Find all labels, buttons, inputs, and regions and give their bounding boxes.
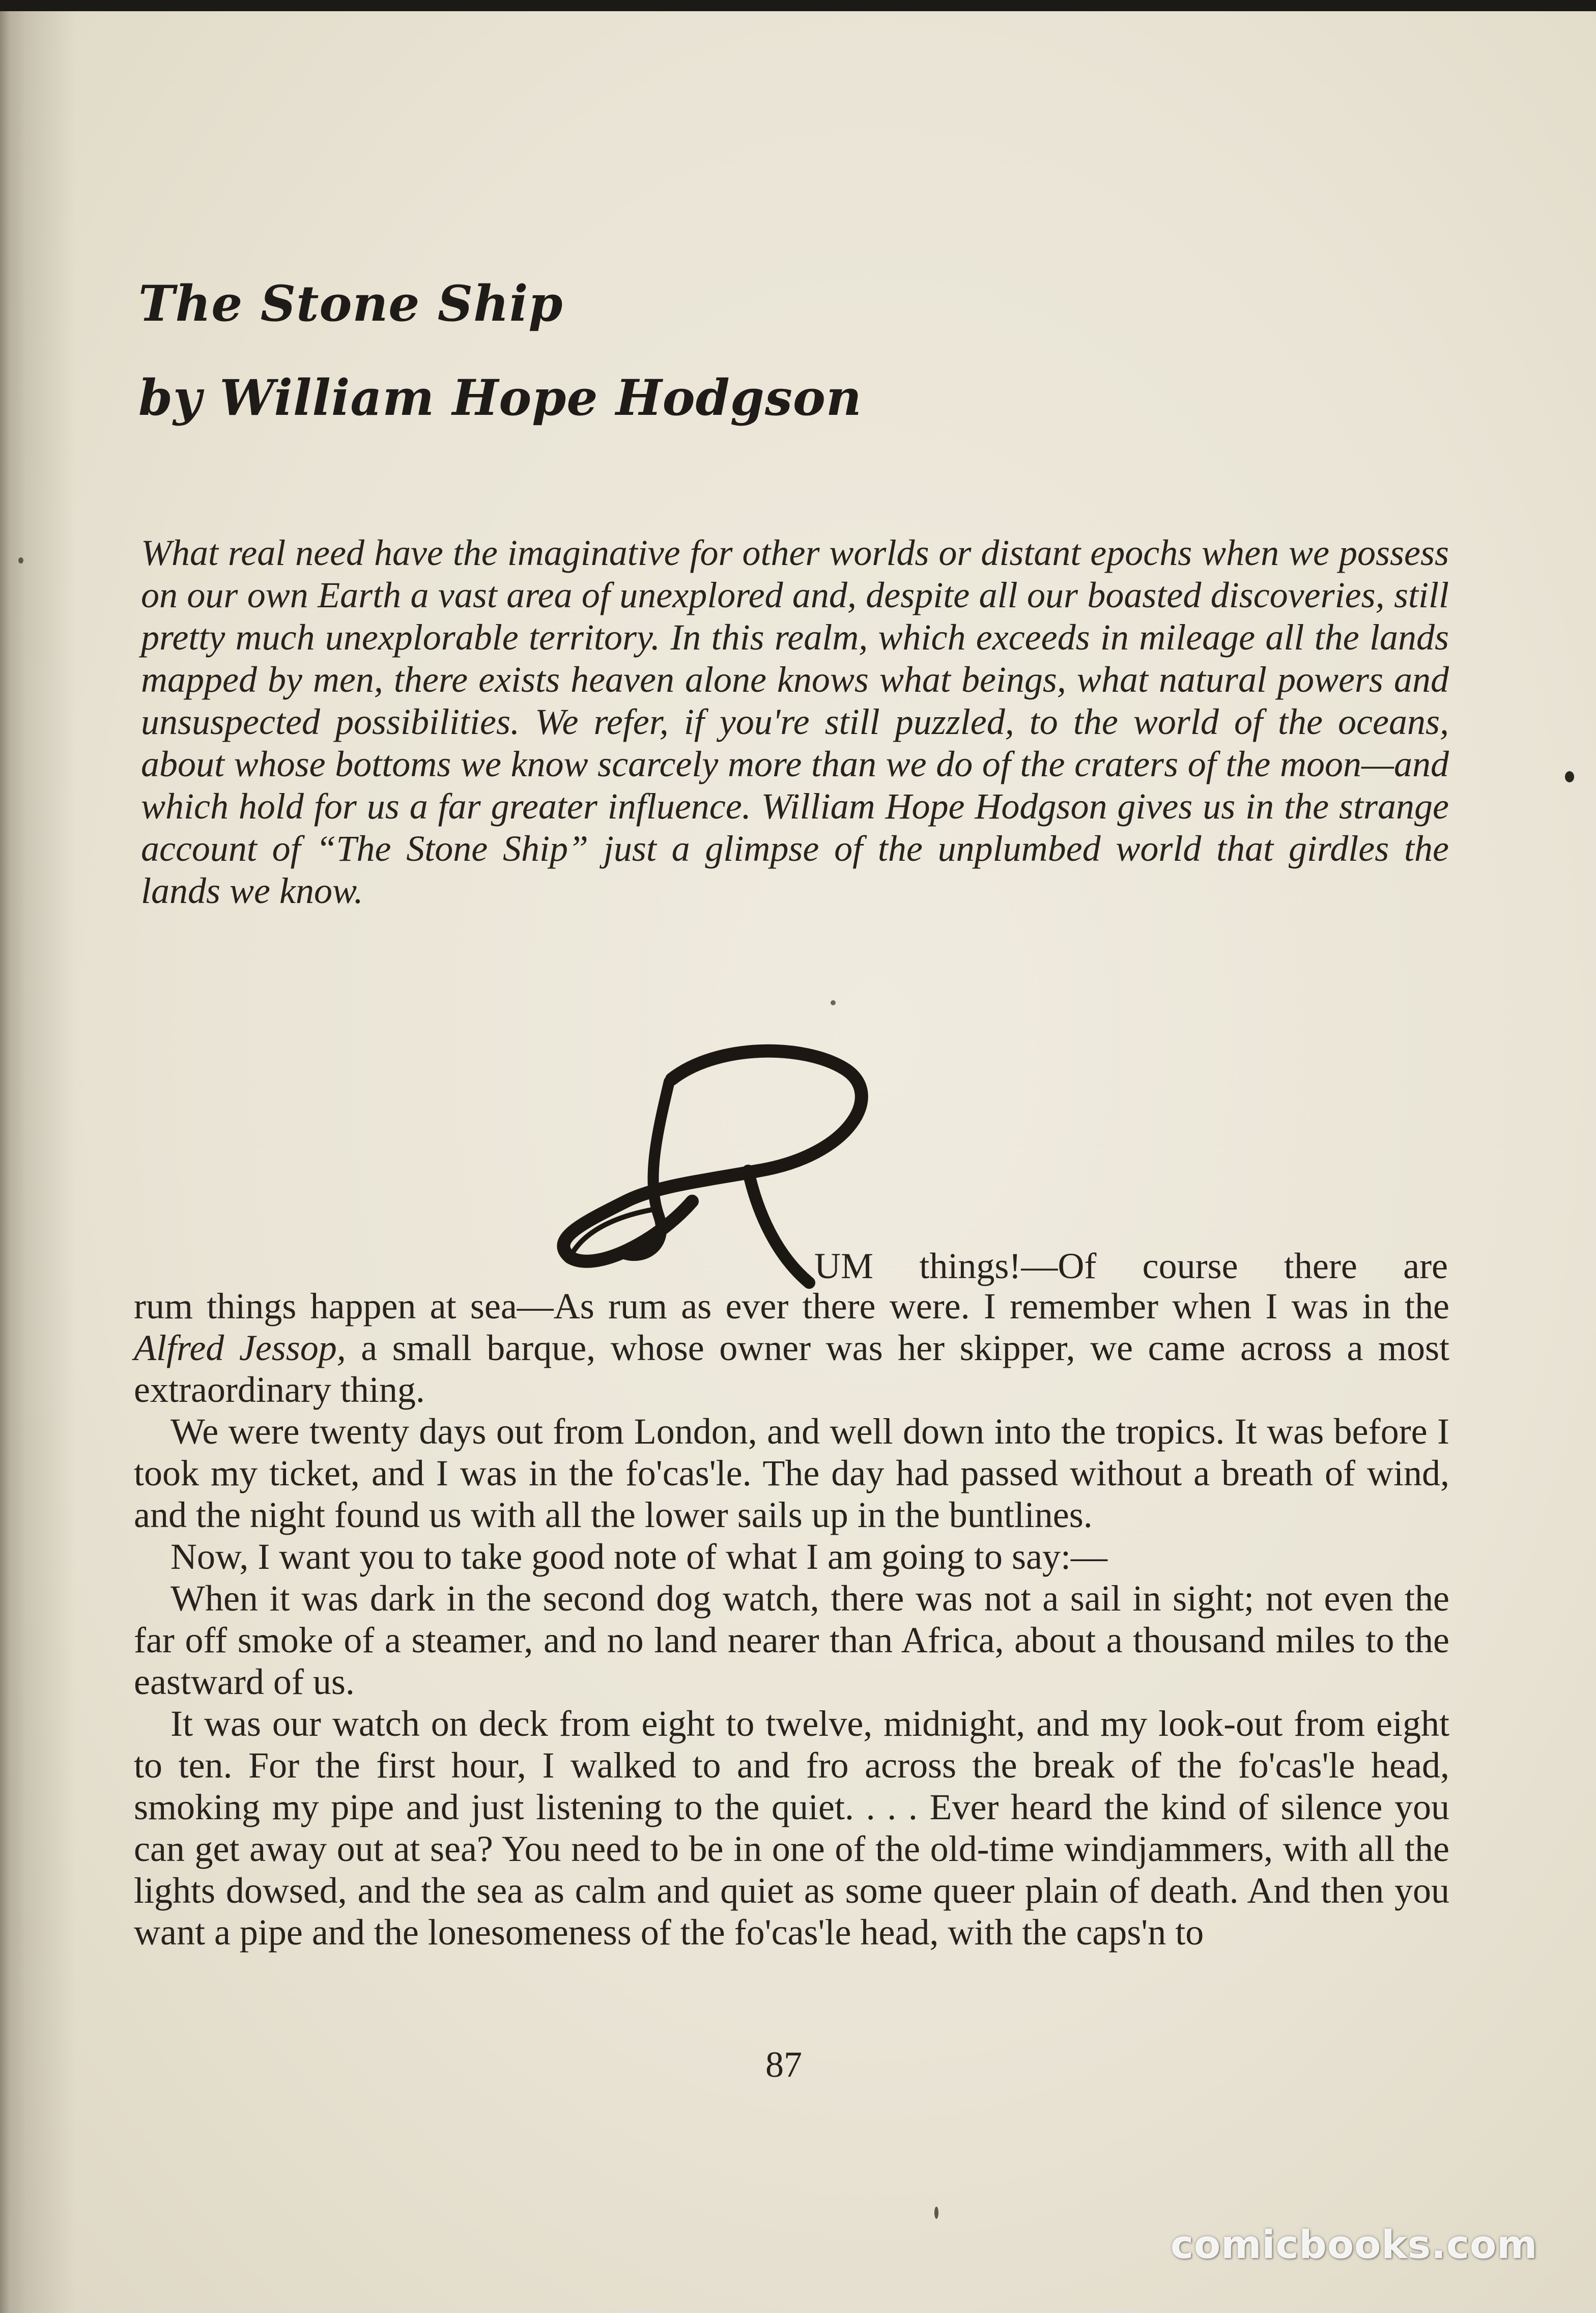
story-title: The Stone Ship: [138, 275, 563, 332]
paragraph-1: [134, 1285, 1449, 1411]
scan-top-edge: [0, 0, 1596, 11]
ship-name: Alfred Jessop,: [134, 1328, 346, 1368]
paper-speck: [831, 1000, 836, 1005]
paragraph-4: When it was dark in the second dog watch, there was not a sail in sight; not even the far off smoke of a steamer, and no land nearer than Africa, about a thousand miles to the eastward of us.: [134, 1578, 1449, 1702]
editorial-intro: What real need have the imaginative for other worlds or distant epochs when we possess on our own Earth a vast area of unexplored and, despite all our boasted discoveries, still pretty much unexplorable territory. In this realm, which exceeds in mileage all the lands mapped by men, there exists heaven alone knows what beings, what natural powers and unsuspected possibilities. We refer, if you're still puzzled, to the world of the oceans, about whose bottoms we know scarcely more than we do of the craters of the moon—and which hold for us a far greater influence. William Hope Hodgson gives us in the strange account of “The Stone Ship” just a glimpse of the unplumbed world that girdles the lands we know.: [141, 532, 1449, 911]
paragraph-5: It was our watch on deck from eight to twelve, midnight, and my look-out from eight to ten. For the first hour, I walked to and fro across the break of the fo'cas'le head, smoking my pipe and just listening to the quiet. . . . Ever heard the kind of silence you can get away out at sea? You need to be in one of the old-time windjammers, with all the lights dowsed, and the sea as calm and quiet as some queer plain of death. And then you want a pipe and the lonesomeness of the fo'cas'le head, with the caps'n to: [134, 1703, 1449, 1953]
paragraph-1-text-b: a small barque, whose owner was her skipper, we came across a most extraordinary thing.: [134, 1328, 1450, 1410]
paper-speck: [934, 2207, 938, 2219]
story-byline: by William Hope Hodgson: [138, 369, 862, 427]
first-line: UM things!—Of course there are: [814, 1246, 1448, 1286]
paper-speck: [1565, 771, 1574, 782]
page-binding-edge: [0, 0, 25, 2313]
paper-speck: [18, 557, 23, 563]
watermark: comicbooks.com: [1171, 2222, 1538, 2267]
page-number: 87: [765, 2044, 802, 2085]
paragraph-2: We were twenty days out from London, and well down into the tropics. It was before I took my ticket, and I was in the fo'cas'le. The day had passed without a breath of wind, and the night found us with all the lower sails up in the buntlines.: [134, 1411, 1449, 1535]
story-body: [134, 1285, 1449, 1953]
paragraph-1-text-a: rum things happen at sea—As rum as ever there were. I remember when I was in the: [134, 1286, 1449, 1327]
paragraph-3: Now, I want you to take good note of what I am going to say:—: [170, 1536, 1107, 1577]
